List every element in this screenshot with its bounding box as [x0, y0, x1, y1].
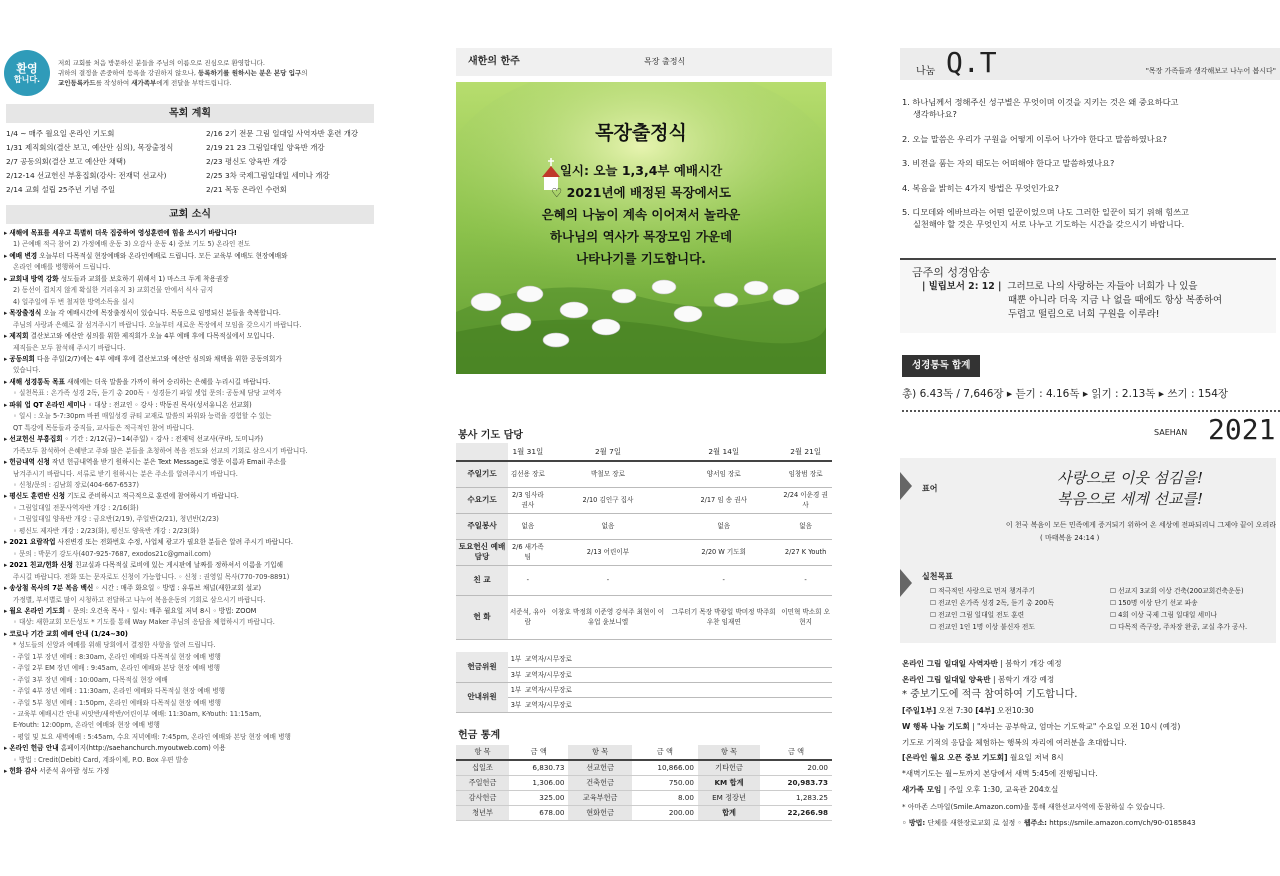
- date-header: 2월 21일: [779, 443, 832, 461]
- bullet-icon: ▸: [4, 251, 10, 260]
- news-item: ▸ 선교헌신 부흥집회 ◦ 기간 : 2/12(금)~14(주일) ◦ 강사 : 전재덕 선교사(쿠바, 도미니카): [4, 435, 264, 444]
- table-row: 주일봉사 없음 없음 없음 없음: [456, 513, 832, 539]
- news-item: 제직들은 모두 참석해 주시기 바랍니다.: [13, 343, 126, 352]
- reading-stats: 총) 6.43독 / 7,646장 ▸ 듣기 : 4.16독 ▸ 읽기 : 2.13독 ▸ 쓰기 : 154장: [902, 388, 1229, 400]
- news-item: ◦ 실천목표 : 온가족 성경 2독, 듣기 총 200독 ◦ 성경듣기 파일 셋업 문의: 공동체 담당 교역자: [13, 389, 282, 398]
- news-item: 가정별, 부서별로 많이 시청하고 전달하고 나누어 복음운동의 기회로 삼으시기 바랍니다.: [13, 595, 266, 604]
- memory-verse: 금주의 성경암송 | 빌립보서 2: 12 | 그러므로 나의 사랑하는 자들아 너희가 나 있을 때뿐 아니라 더욱 지금 나 없을 때에도 항상 복종하여 두렵고 떨림으로 너희 구원을 이루라!: [900, 258, 1276, 333]
- list-item: 3. 비전을 품는 자의 태도는 어떠해야 한다고 말씀하였나요?: [902, 158, 1115, 168]
- bullet-icon: ▸: [4, 229, 10, 237]
- news-item: ▸ 온라인 헌금 안내 홈페이지(http://saehanchurch.myoutweb.com) 이용: [4, 744, 226, 753]
- table-row: 헌 화 서준석, 유아람 이창호 박정희 이준영 강석주 최현이 이유업 윤보니엘 그루터기 목장 박광일 박미정 박주희 우찬 임재연 이민혁 박소희 오현지: [456, 595, 832, 639]
- news-item: ◦ 신청/문의 : 김남희 장로(404-667-6537): [13, 480, 139, 489]
- news-item: ▸ 월요 온라인 기도회 ◦ 문의: 오건욱 목사 ◦ 일시: 매주 월요일 저녁 8시 ◦ 방법: ZOOM: [4, 606, 257, 615]
- plan-item: 2/23 평신도 양육반 개강: [206, 157, 287, 166]
- news-item: - 주일 2부 EM 장년 예배 : 9:45am, 온라인 예배와 본당 현장 예배 병행: [13, 664, 221, 673]
- news-item: - 평일 및 토요 새벽예배 : 5:45am, 수요 저녁예배: 7:45pm, 온라인 예배와 본당 현장 예배 병행: [13, 732, 291, 741]
- plan-item: 1/4 ~ 매주 월요일 온라인 기도회: [6, 129, 115, 138]
- table-row: 3부 교역자/시무장로: [456, 697, 832, 712]
- right-column: [896, 0, 1280, 876]
- announcements: 온라인 그림 일대일 사역자반 | 봄학기 개강 예정 온라인 그림 일대일 양육반 | 봄학기 개강 예정 * 중보기도에 적극 참여하여 기도합니다. [주일1부] 오전 7:30 [4부] 오전10:30 W 행복 나눔 기도회 | "자녀는 공부학교, 엄마는 기도학교" 수요일 오전 10시 (예정) 기도로 기적의 응답을 체험하는 행복의 자리에 여러분을 초대합니다. [온라인 월요 오픈 중보 기도회] 월요일 저녁 8시 *새벽기도는 월~토까지 본당에서 새벽 5:45에 진행됩니다. 새가족 모임 | 주일 오후 1:30, 교육관 204호실 * 아마존 스마일(Smile.Amazon.com)을 통해 새한선교사역에 동참하실 수 있습니다. ◦ 방법: 단체를 새한장로교회 로 설정 ◦ 웹주소: https://smile.amazon.com/ch/90-0185843: [902, 659, 1196, 828]
- table-row: 주일헌금 1,306.00 건축헌금 750.00 KM 합계 20,983.73: [456, 775, 832, 790]
- bullet-icon: ▸: [4, 377, 10, 386]
- table-row: 주일기도 김선용 장로 박철모 장로 양서임 장로 임창범 장로: [456, 461, 832, 487]
- plan-item: 2/7 공동의회(결산 보고 예산안 채택): [6, 157, 126, 166]
- bullet-icon: ▸: [4, 332, 10, 341]
- news-item: - 주일 3부 장년 예배 : 10:00am, 다목적실 현장 예배: [13, 675, 168, 684]
- church-news-heading: 교회 소식: [6, 205, 374, 224]
- bullet-icon: ▸: [4, 400, 10, 409]
- feature-subtitle: 목장 출정식: [644, 57, 686, 66]
- table-row: 청년부 678.00 현화헌금 200.00 합계 22,266.98: [456, 805, 832, 820]
- feature-title: 목장출정식: [595, 122, 687, 144]
- bullet-icon: ▸: [4, 492, 10, 501]
- bullet-icon: ▸: [4, 274, 10, 283]
- news-item: ▸ 송상철 목사의 7분 복음 백신 ◦ 시간 : 매주 화요일 ◦ 방법 : 유튜브 채널(새한교회 설교): [4, 584, 262, 593]
- news-item: ▸ 평신도 훈련반 신청 기도로 준비하시고 적극적으로 훈련에 참여하시기 바랍니다.: [4, 492, 239, 501]
- list-item: 2. 오늘 말씀은 우리가 구원을 어떻게 이루어 나가야 한다고 말씀하였나요?: [902, 133, 1167, 144]
- list-item: 1. 하나님께서 정해주신 성구별은 무엇이며 이것을 지키는 것은 왜 중요하다고 생각하나요?: [902, 97, 1179, 119]
- committee-table: [456, 652, 832, 713]
- bullet-icon: ▸: [4, 767, 10, 776]
- news-item: ▸ 파워 업 QT 온라인 세미나 ◦ 대상 : 전교인 ◦ 강사 : 박동진 목사(성서유니온 선교회): [4, 400, 252, 409]
- news-item: 4) 일주일에 두 번 철저한 방역소독을 실시: [13, 297, 135, 306]
- qt-tagline: "목장 가족들과 생각해보고 나누어 봅시다": [1145, 67, 1276, 75]
- news-item: ▸ 2021 요람작업 사진변경 또는 전화번호 수정, 사업체 광고가 필요한 분들은 알려 주시기 바랍니다.: [4, 538, 293, 547]
- offering-table: 항 목 금 액 항 목 금 액 항 목 금 액 십일조 6,830.73 선교헌금 10,866.00 기타헌금 20.00 주일헌금 1,306.00 건축헌금 750.00 KM 합계 20,983.73 감사헌금 325.00 교육부헌금 8.00 EM 정장년 1,283.25 청년부 678.00 현화헌금 200.00 합계 22,266.98: [456, 745, 832, 821]
- saehan-label: SAEHAN: [1154, 428, 1188, 437]
- table-row: 십일조 6,830.73 선교헌금 10,866.00 기타헌금 20.00: [456, 760, 832, 775]
- list-item: 4. 복음을 밝히는 4가지 방법은 무엇인가요?: [902, 182, 1059, 193]
- news-item: 남겨주시기 바랍니다. 서류로 받기 원하시는 분은 주소를 알려주시기 바랍니다.: [13, 469, 238, 478]
- table-row: 친 교 - - - -: [456, 565, 832, 595]
- pastoral-plan-heading: 목회 계획: [6, 104, 374, 123]
- news-item: ◦ 그림일대일 전문사역자반 개강 : 2/16(화): [13, 503, 139, 512]
- bullet-icon: ▸: [4, 744, 10, 753]
- feature-photo: [456, 82, 826, 374]
- bullet-icon: ▸: [4, 561, 10, 570]
- bullet-icon: ▸: [4, 458, 10, 467]
- table-row: 수요기도 2/3 임사라 권사 2/10 김인구 집사 2/17 임 송 권사 2/24 이운경 권사: [456, 487, 832, 513]
- offering-title: 헌금 통계: [458, 730, 501, 741]
- pastoral-plan-list: [6, 127, 382, 196]
- news-item: ▸ 헌화 감사 서준석 유아람 성도 가정: [4, 767, 110, 776]
- bullet-icon: ▸: [4, 309, 10, 318]
- plan-item: 2/14 교회 설립 25주년 기념 주일: [6, 185, 116, 194]
- feature-section-title: 새한의 한주: [468, 56, 520, 67]
- date-header: 2월 7일: [548, 443, 669, 461]
- plan-item: 1/31 제직회의(결산 보고, 예산안 심의), 목장출정식: [6, 143, 174, 152]
- table-row: 토요헌신 예배담당 2/6 새가족팀 2/13 어린이부 2/20 W 기도회 2/27 K Youth: [456, 539, 832, 565]
- service-table-title: 봉사 기도 담당: [458, 430, 523, 441]
- plan-item: 2/25 3차 국제그림일대일 세미나 개강: [206, 171, 330, 180]
- qt-title: Q.T: [946, 46, 997, 79]
- practice-box: 실천목표: [900, 567, 1276, 643]
- welcome-badge: 환영 합니다.: [4, 50, 50, 96]
- news-item: 온라인 예배를 병행하여 드립니다.: [13, 263, 111, 272]
- news-item: ◦ 대상: 새한교회 모든성도 * 기도를 통해 Way Maker 주님의 응답을 체험하시기 바랍니다.: [13, 618, 275, 627]
- news-item: - 주일 4부 장년 예배 : 11:30am, 온라인 예배와 다목적실 현장 예배 병행: [13, 687, 226, 696]
- reading-heading: 성경통독 합계: [902, 355, 980, 377]
- arrow-icon: [900, 569, 912, 597]
- news-item: 가족모두 참석하여 은혜받고 주와 많은 분들을 초청하여 복음 전도와 선교의 기회로 삼으시기 바랍니다.: [13, 446, 308, 455]
- divider: [902, 410, 1280, 412]
- news-item: 있습니다.: [13, 366, 41, 375]
- news-item: 1) 곤예배 적극 참여 2) 가정예배 운동 3) 오감사 운동 4) 중보 기도 5) 온라인 전도: [13, 240, 251, 249]
- plan-item: 2/19 21 23 그림일대일 양육반 개강: [206, 143, 325, 152]
- date-header: 2월 14일: [668, 443, 779, 461]
- news-item: 주님의 사랑과 은혜로 잘 섬겨주시기 바랍니다. 오늘부터 새로운 목장에서 모임을 갖으시기 바랍니다.: [13, 320, 302, 329]
- bullet-icon: ▸: [4, 584, 10, 593]
- news-item: ▸ 코로나 기간 교회 예배 안내 (1/24~30): [4, 629, 128, 638]
- motto-box: 표어 사랑으로 이웃 섬김을! 복음으로 세계 선교를! 이 천국 복음이 모든 민족에게 증거되기 위하여 온 세상에 전파되리니 그제야 끝이 오리라 ( 마태복음 24:14 ): [900, 458, 1276, 568]
- service-table: [456, 443, 832, 640]
- news-item: ◦ 평신도 제자반 개강 : 2/23(화), 평신도 양육반 개강 : 2/23(화): [13, 526, 199, 535]
- news-item: ▸ 교회내 방역 강화 성도들과 교회를 보호하기 위해서 1) 마스크 두게 착용권장: [4, 274, 229, 283]
- news-item: ▸ 2021 친교/헌화 신청 친교실과 다목적실 로비에 있는 게시판에 날짜를 정하셔서 이름을 기입해: [4, 561, 283, 570]
- news-item: E-Youth: 12:00pm, 온라인 예배와 현장 예배 병행: [13, 721, 160, 730]
- bullet-icon: ▸: [4, 629, 10, 638]
- news-item: ▸ 예배 변경 오늘부터 다목적실 현장예배와 온라인예배로 드립니다. 모든 교육부 예배도 현장예배와: [4, 251, 288, 260]
- news-item: 주시길 바랍니다. 전화 또는 문자로도 신청이 가능합니다. ◦ 신청 : 권영일 목사(770-709-8891): [13, 572, 290, 581]
- news-item: ◦ 문의 : 박문기 강도사(407-925-7687, exodos21c@gmail.com): [13, 549, 211, 558]
- news-item: ▸ 헌금내역 신청 작년 헌금내역을 받기 원하시는 분은 Text Message로 영문 이름과 Email 주소를: [4, 458, 287, 467]
- plan-item: 2/16 2기 전문 그림 일대일 사역자반 훈련 개강: [206, 129, 358, 138]
- table-row: 안내위원 1부 교역자/시무장로: [456, 682, 832, 697]
- left-column: [0, 0, 382, 876]
- table-row: 헌금위원 1부 교역자/시무장로: [456, 652, 832, 667]
- motto-text: 사랑으로 이웃 섬김을! 복음으로 세계 선교를!: [1057, 469, 1203, 508]
- bullet-icon: ▸: [4, 435, 10, 444]
- news-item: - 주일 1부 장년 예배 : 8:30am, 온라인 예배와 다목적실 현장 예배 병행: [13, 652, 221, 661]
- bullet-icon: ▸: [4, 538, 10, 547]
- news-item: ◦ 그림일대일 양육반 개강 : 금요반(2/19), 주일반(2/21), 청년반(2/23): [13, 515, 219, 524]
- bullet-icon: ▸: [4, 354, 10, 363]
- news-item: ▸ 공동의회 다음 주일(2/7)에는 4부 예배 후에 결산보고와 예산안 심의와 채택을 위한 공동의회가: [4, 354, 282, 363]
- news-item: ◦ 방법 : Credit(Debit) Card, 계좌이체, P.O. Box 우편 발송: [13, 755, 189, 764]
- news-item: ◦ 일시 : 오늘 5-7:30pm 바뀐 매일성경 큐티 교재로 말씀의 파워와 능력을 경험할 수 있는: [13, 412, 272, 421]
- bullet-icon: ▸: [4, 606, 10, 615]
- year-label: 2021: [1208, 413, 1276, 446]
- qt-questions: [902, 96, 1272, 243]
- feature-banner: [456, 48, 832, 76]
- amazon-smile-link[interactable]: https://smile.amazon.com/ch/90-0185843: [1046, 819, 1196, 828]
- news-item: - 교육부 예배시간 안내 씨앗반/새싹반/어린이부 예배: 11:30am, K-Youth: 11:15am,: [13, 710, 262, 719]
- qt-header: 나눔 Q.T "목장 가족들과 생각해보고 나누어 봅시다": [900, 48, 1280, 80]
- church-news-list: [4, 228, 378, 778]
- plan-item: 2/12-14 선교헌신 부흥집회(강사: 전재덕 선교사): [6, 171, 167, 180]
- practice-list: ☐ 적극적인 사랑으로 먼저 챙겨주기 ☐ 선교지 3교회 이상 건축(200교회건축운동) ☐ 전교인 온가족 성경 2독, 듣기 총 200독 ☐ 150명 이상 단기 선교 파송 ☐ 전교인 그림 일대일 전도 훈련 ☐ 4회 이상 국제 그림 일대일 세미나 ☐ 전교인 1인 1명 이상 불신자 전도 ☐ 다목적 족구장, 주차장 완공, 교실 추가 공사.: [930, 587, 1248, 631]
- news-item: QT 특강에 목동들과 중직들, 교사들은 적극적인 참여 바랍니다.: [13, 423, 194, 432]
- list-item: 5. 디모데와 에바브라는 어떤 일꾼이었으며 나도 그러한 일꾼이 되기 위해 힘쓰고 실천해야 할 것은 무엇인지 서로 나누고 기도하는 시간을 갖으시기 바랍니다.: [902, 207, 1189, 229]
- news-item: - 주일 5부 청년 예배 : 1:50pm, 온라인 예배와 다목적실 현장 예배 병행: [13, 698, 221, 707]
- news-item: ▸ 제직회 결산보고와 예산안 심의를 위한 제직회가 오늘 4부 예배 후에 다목적실에서 모입니다.: [4, 332, 275, 341]
- news-item: 2) 동선이 겹치지 않게 확실한 거리유지 3) 교회건물 안에서 식사 금지: [13, 286, 214, 295]
- table-row: 감사헌금 325.00 교육부헌금 8.00 EM 정장년 1,283.25: [456, 790, 832, 805]
- news-item: ▸ 새해에 목표를 세우고 특별히 더욱 집중하여 영성훈련에 힘을 쓰시기 바랍니다!: [4, 229, 237, 237]
- news-item: * 성도들의 신앙과 예배를 위해 당회에서 결정한 사항을 알려 드립니다.: [13, 641, 216, 650]
- news-item: ▸ 새해 성경통독 목표 새해에는 더욱 말씀을 가까이 하여 승리하는 은혜를 누리시길 바랍니다.: [4, 377, 271, 386]
- news-item: ▸ 목장출정식 오늘 각 예배시간에 목장출정식이 있습니다. 목동으로 임명되신 분들을 축복합니다.: [4, 309, 281, 318]
- table-row: 3부 교역자/시무장로: [456, 667, 832, 682]
- plan-item: 2/21 목동 온라인 수련회: [206, 185, 287, 194]
- date-header: 1월 31일: [508, 443, 548, 461]
- welcome-message: 저희 교회를 처음 방문하신 분들을 주님의 이름으로 진심으로 환영합니다. 귀하의 결정을 존중하여 등록을 강권하지 않으나, 등록하기를 원하시는 분은 본당 입구의 교인등록카드를 작성하여 새가족부에게 전달을 부탁드립니다.: [58, 59, 308, 88]
- feature-text: 일시: 오늘 1,3,4부 예배시간 ♡ 2021년에 배정된 목장에서도 은혜의 나눔이 계속 이어져서 놀라운 하나님의 역사가 목장모임 가운데 나타나기를 기도합니다.: [541, 163, 741, 266]
- arrow-icon: [900, 472, 912, 500]
- middle-column: [450, 0, 834, 876]
